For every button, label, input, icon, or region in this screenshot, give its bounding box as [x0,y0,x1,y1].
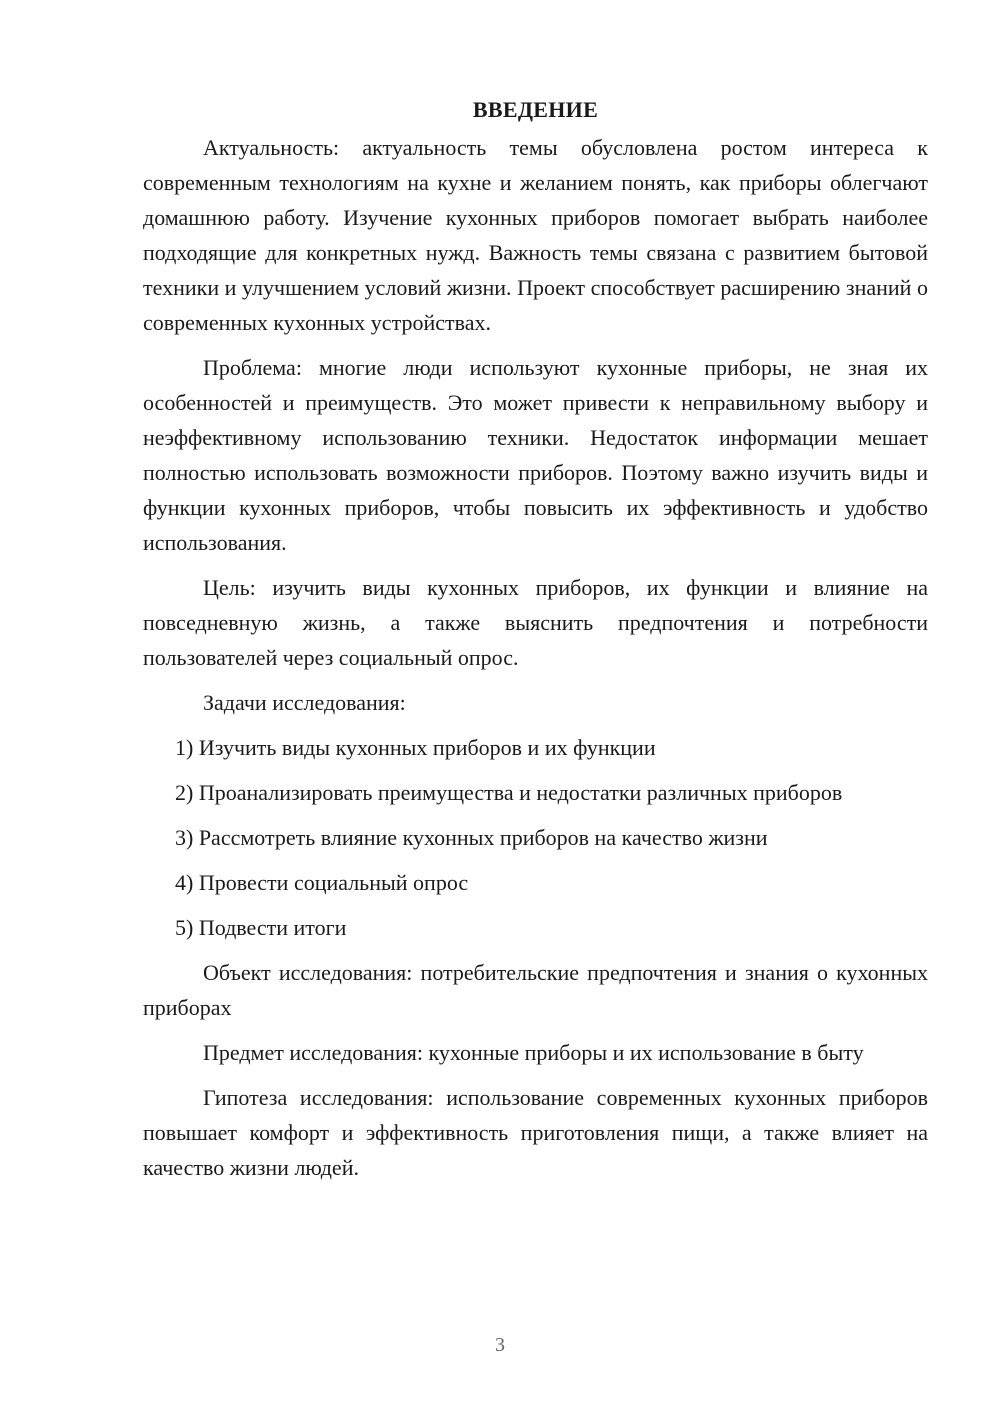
task-item: 4) Провести социальный опрос [175,870,469,895]
problem-paragraph: Проблема: многие люди используют кухонные приборы, не зная их особенностей и преимуществ. Это может привести к неправильному выбору и неэффективному использованию техники. Недостаток информации мешает полностью использовать возможности приборов. Поэтому важно изучить виды и функции кухонных приборов, чтобы повысить их эффективность и удобство использования. [143,355,928,555]
page-number: 3 [495,1334,505,1356]
subject-paragraph: Предмет исследования: кухонные приборы и их использование в быту [203,1040,864,1065]
section-heading: ВВЕДЕНИЕ [472,97,599,122]
task-item: 5) Подвести итоги [175,915,347,940]
hypothesis-paragraph: Гипотеза исследования: использование современных кухонных приборов повышает комфорт и эффективность приготовления пищи, а также влияет на качество жизни людей. [143,1085,928,1180]
goal-paragraph: Цель: изучить виды кухонных приборов, их функции и влияние на повседневную жизнь, а также выяснить предпочтения и потребности пользователей через социальный опрос. [143,575,928,670]
task-item: 3) Рассмотреть влияние кухонных приборов на качество жизни [175,825,768,850]
task-item: 2) Проанализировать преимущества и недостатки различных приборов [175,780,843,805]
document-page [143,92,928,1195]
object-paragraph: Объект исследования: потребительские предпочтения и знания о кухонных приборах [143,960,928,1020]
task-item: 1) Изучить виды кухонных приборов и их функции [175,735,656,760]
tasks-title: Задачи исследования: [203,690,406,715]
tasks-list [143,730,928,945]
relevance-paragraph: Актуальность: актуальность темы обусловлена ростом интереса к современным технологиям на кухне и желанием понять, как приборы облегчают домашнюю работу. Изучение кухонных приборов помогает выбрать наиболее подходящие для конкретных нужд. Важность темы связана с развитием бытовой техники и улучшением условий жизни. Проект способствует расширению знаний о современных кухонных устройствах. [143,135,928,335]
